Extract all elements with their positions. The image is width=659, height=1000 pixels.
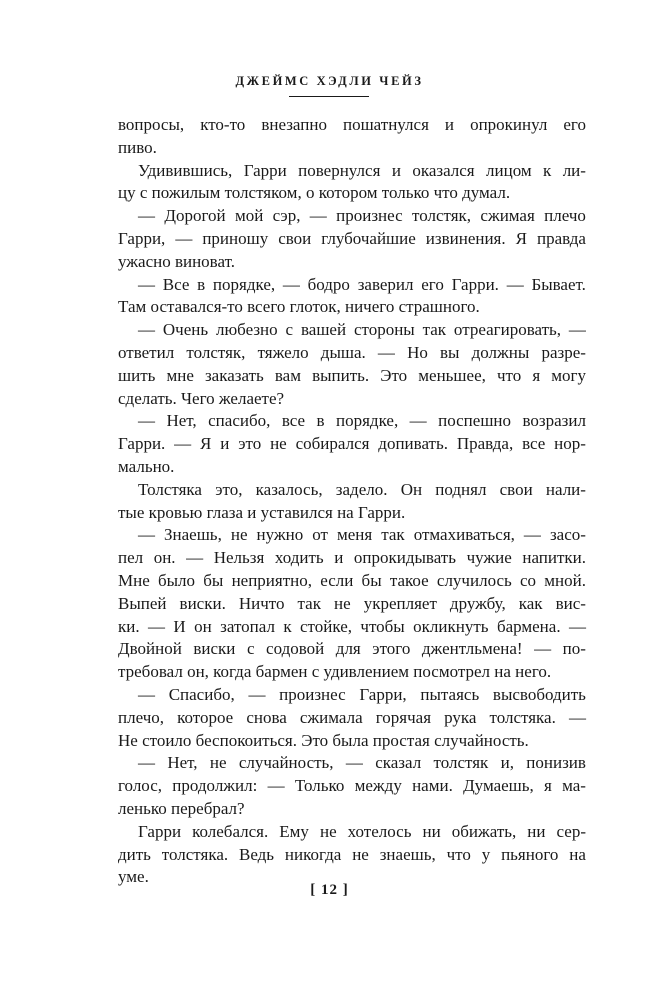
word: меньшее, [418, 365, 486, 385]
word: поспешно [438, 411, 512, 431]
word: — [377, 342, 395, 362]
word: и [391, 160, 401, 180]
word: допивать. [378, 434, 448, 454]
text-line: ленько перебрал? [118, 798, 245, 818]
word: не [319, 821, 337, 841]
word: — [138, 753, 155, 773]
word: возразил [522, 411, 586, 431]
text-line [118, 342, 586, 365]
word: я [532, 365, 541, 385]
word: Гарри [243, 160, 287, 180]
word: — [534, 639, 552, 659]
word: пошатнулся [342, 115, 429, 134]
text-line [118, 274, 586, 297]
word: Думаешь, [463, 776, 534, 796]
text-line [118, 638, 586, 661]
word: глубочайшие [321, 228, 416, 248]
word: понизив [526, 753, 586, 773]
word: это [238, 434, 262, 454]
word: ни [527, 821, 546, 841]
word: между [354, 776, 402, 796]
word: сер- [556, 821, 586, 841]
word: кто-то [200, 115, 246, 134]
word: — [186, 548, 204, 568]
word: Нет, [167, 753, 198, 773]
word: с [246, 639, 255, 659]
word: засо- [549, 525, 586, 545]
word: Гарри. [451, 274, 499, 294]
word: Мне [118, 570, 150, 590]
word: свои [499, 479, 533, 499]
word: рука [444, 707, 477, 727]
word: было [157, 570, 196, 590]
word: отмахиваться, [413, 525, 515, 545]
word: джентльмена! [421, 639, 523, 659]
word: толстяк [433, 753, 489, 773]
word: И [173, 616, 186, 636]
word: и [334, 548, 344, 568]
word: не [209, 753, 227, 773]
word: стороны [353, 320, 415, 340]
text-line: уме. [118, 867, 149, 887]
word: и [444, 115, 455, 134]
word: заказать [204, 365, 264, 385]
word: Нельзя [213, 548, 265, 568]
word: дружбу, [449, 593, 506, 613]
word: не [334, 593, 351, 613]
word: — [282, 274, 300, 294]
text-line [118, 752, 586, 775]
word: ли- [562, 160, 586, 180]
text-line [118, 114, 586, 137]
word: укрепляет [363, 593, 437, 613]
word: опрокинул [470, 115, 548, 134]
word: такое [389, 570, 429, 590]
word: — [138, 411, 155, 431]
word: меня [336, 525, 373, 545]
word: дить [118, 844, 151, 864]
word: — [248, 684, 266, 704]
word: неприятно, [231, 570, 312, 590]
word: — [506, 274, 524, 294]
word: вашей [300, 320, 347, 340]
word: задело. [335, 479, 388, 499]
word: со [520, 570, 537, 590]
word: — [138, 206, 155, 226]
word: вам [274, 365, 301, 385]
text-line [118, 160, 586, 183]
word: он. [153, 548, 176, 568]
text-line [118, 319, 586, 342]
word: Знаешь, [164, 525, 222, 545]
word: — [409, 411, 427, 431]
word: произнес [336, 206, 403, 226]
word: — [345, 753, 363, 773]
word: толстяк, [412, 206, 472, 226]
word: внезапно [261, 115, 327, 134]
word: что [446, 844, 471, 864]
word: которое [177, 707, 234, 727]
word: толстяка. [161, 844, 229, 864]
word: Спасибо, [168, 684, 235, 704]
word: продолжил: [172, 776, 258, 796]
word: это, [215, 479, 243, 499]
word: Я [200, 434, 212, 454]
word: — [174, 434, 192, 454]
word: Гарри [138, 821, 182, 841]
word: отреагировать, [453, 320, 562, 340]
page-number: [ 12 ] [310, 882, 349, 898]
word: разре- [541, 342, 586, 362]
word: Дорогой [164, 206, 226, 226]
word: Ничто [238, 593, 285, 613]
word: как [518, 593, 543, 613]
text-line: Там оставался-то всего глоток, ничего страшного. [118, 297, 480, 317]
text-line [118, 547, 586, 570]
word: в [316, 411, 325, 431]
word: ни [422, 821, 441, 841]
word: чтобы [360, 616, 405, 636]
word: Гарри, [359, 684, 407, 704]
word: хотелось [347, 821, 412, 841]
running-head-rule [289, 96, 369, 97]
word: — [138, 684, 155, 704]
text-line [118, 684, 586, 707]
word: ответил [118, 342, 175, 362]
word: если [320, 570, 354, 590]
word: Я [515, 228, 527, 248]
word: Правда, [456, 434, 514, 454]
text-line [118, 205, 586, 228]
text-line [118, 524, 586, 547]
word: — [138, 274, 155, 294]
word: пьяного [501, 844, 559, 864]
word: бармена. [496, 616, 561, 636]
word: и [220, 434, 230, 454]
text-line [118, 228, 586, 251]
word: приношу [202, 228, 269, 248]
word: оказался [412, 160, 475, 180]
word: вы [440, 342, 460, 362]
word: произнес [279, 684, 346, 704]
word: затопал [220, 616, 275, 636]
word: толстяка. [489, 707, 556, 727]
word: вис- [555, 593, 586, 613]
word: Гарри. [118, 434, 166, 454]
word: окликнуть [413, 616, 489, 636]
word: виски. [179, 593, 226, 613]
word: — [568, 320, 586, 340]
word: напитки. [522, 548, 586, 568]
word: плечо, [118, 707, 165, 727]
text-line [118, 821, 586, 844]
word: что [496, 365, 522, 385]
word: ходить [274, 548, 324, 568]
word: извинения. [425, 228, 506, 248]
word: опрокидывать [353, 548, 456, 568]
word: ма- [562, 776, 586, 796]
word: все [281, 411, 306, 431]
running-head: ДЖЕЙМС ХЭДЛИ ЧЕЙЗ [235, 74, 424, 88]
word: этого [372, 639, 411, 659]
word: он [194, 616, 212, 636]
word: я [544, 776, 552, 796]
word: поднял [435, 479, 487, 499]
word: нами. [412, 776, 453, 796]
word: мной. [544, 570, 586, 590]
word: выпить. [312, 365, 370, 385]
word: колебался. [192, 821, 269, 841]
word: Удивившись, [138, 160, 233, 180]
word: Но [407, 342, 428, 362]
word: пытаясь [420, 684, 480, 704]
word: Только [294, 776, 345, 796]
word: снова [246, 707, 287, 727]
text-line [118, 775, 586, 798]
word: не [352, 844, 369, 864]
word: тяжело [257, 342, 309, 362]
word: высвободить [492, 684, 586, 704]
word: так [381, 525, 405, 545]
word: нужно [256, 525, 304, 545]
word: порядке, [212, 274, 276, 294]
word: — [523, 525, 541, 545]
word: ки. [118, 616, 140, 636]
text-line [118, 707, 586, 730]
word: для [335, 639, 361, 659]
word: сжимала [299, 707, 363, 727]
word: должны [471, 342, 530, 362]
word: шить [118, 365, 156, 385]
word: Все [162, 274, 190, 294]
text-line: требовал он, когда бармен с удивлением посмотрел на него. [118, 662, 552, 682]
word: не [230, 525, 248, 545]
text-line [118, 593, 586, 616]
word: — [309, 206, 327, 226]
word: Двойной [118, 639, 182, 659]
word: сказал [375, 753, 422, 773]
word: Ему [279, 821, 309, 841]
word: с [285, 320, 294, 340]
word: казалось, [255, 479, 323, 499]
word: голос, [118, 776, 163, 796]
word: в [197, 274, 206, 294]
text-line [118, 433, 586, 456]
text-line [118, 844, 586, 867]
word: бы [203, 570, 224, 590]
text-line: пиво. [118, 137, 157, 157]
word: у [481, 844, 491, 864]
word: Нет, [166, 411, 197, 431]
word: случайность, [238, 753, 334, 773]
word: его [563, 115, 586, 134]
text-line: Не стоило беспокоиться. Это была простая случайность. [118, 730, 529, 750]
word: Гарри, [118, 228, 166, 248]
word: Толстяка [138, 479, 202, 499]
word: лицом [486, 160, 532, 180]
word: содовой [266, 639, 325, 659]
word: Выпей [118, 593, 167, 613]
word: на [569, 844, 586, 864]
word: свои [278, 228, 312, 248]
word: горячая [375, 707, 432, 727]
word: обижать, [451, 821, 517, 841]
word: — [568, 707, 586, 727]
word: плечо [544, 206, 586, 226]
word: повернулся [298, 160, 381, 180]
word: Это [380, 365, 408, 385]
word: — [138, 525, 155, 545]
word: собирался [295, 434, 370, 454]
word: спасибо, [208, 411, 271, 431]
word: — [175, 228, 193, 248]
text-line [118, 365, 586, 388]
word: сэр, [272, 206, 301, 226]
word: бы [361, 570, 382, 590]
word: сжимая [480, 206, 535, 226]
word: — [267, 776, 285, 796]
word: нали- [545, 479, 586, 499]
word: знаешь, [379, 844, 436, 864]
word: от [312, 525, 328, 545]
text-line [118, 570, 586, 593]
text-line: ужасно виноват. [118, 251, 235, 271]
text-line: цу с пожилым толстяком, о котором только что думал. [118, 183, 511, 203]
word: мой [234, 206, 264, 226]
word: правда [536, 228, 586, 248]
word: к [543, 160, 552, 180]
word: стойке, [300, 616, 352, 636]
word: Бывает. [531, 274, 586, 294]
text-line: сделать. Чего желаете? [118, 388, 285, 408]
word: могу [551, 365, 586, 385]
word: Ведь [239, 844, 275, 864]
text-line: мально. [118, 456, 175, 476]
word: так [422, 320, 447, 340]
word: его [421, 274, 444, 294]
word: толстяк, [186, 342, 246, 362]
word: по- [562, 639, 586, 659]
word: виски [193, 639, 236, 659]
word: мне [166, 365, 194, 385]
word: случилось [436, 570, 512, 590]
word: все [522, 434, 546, 454]
word: не [270, 434, 287, 454]
word: Он [400, 479, 423, 499]
word: дыша. [320, 342, 366, 362]
word: чужие [466, 548, 512, 568]
word: Очень [162, 320, 209, 340]
text-line [118, 410, 586, 433]
word: заверил [357, 274, 414, 294]
word: нор- [554, 434, 586, 454]
text-line [118, 616, 586, 639]
word: к [283, 616, 292, 636]
word: любезно [215, 320, 278, 340]
text-line: тые кровью глаза и уставился на Гарри. [118, 502, 406, 522]
word: бодро [307, 274, 350, 294]
word: порядке, [336, 411, 399, 431]
word: никогда [284, 844, 342, 864]
word: вопросы, [118, 115, 185, 134]
word: и, [500, 753, 514, 773]
body-text [118, 114, 586, 889]
word: пел [118, 548, 144, 568]
word: так [297, 593, 321, 613]
text-line [118, 479, 586, 502]
word: — [138, 320, 155, 340]
word: — [568, 616, 586, 636]
word: — [148, 616, 166, 636]
